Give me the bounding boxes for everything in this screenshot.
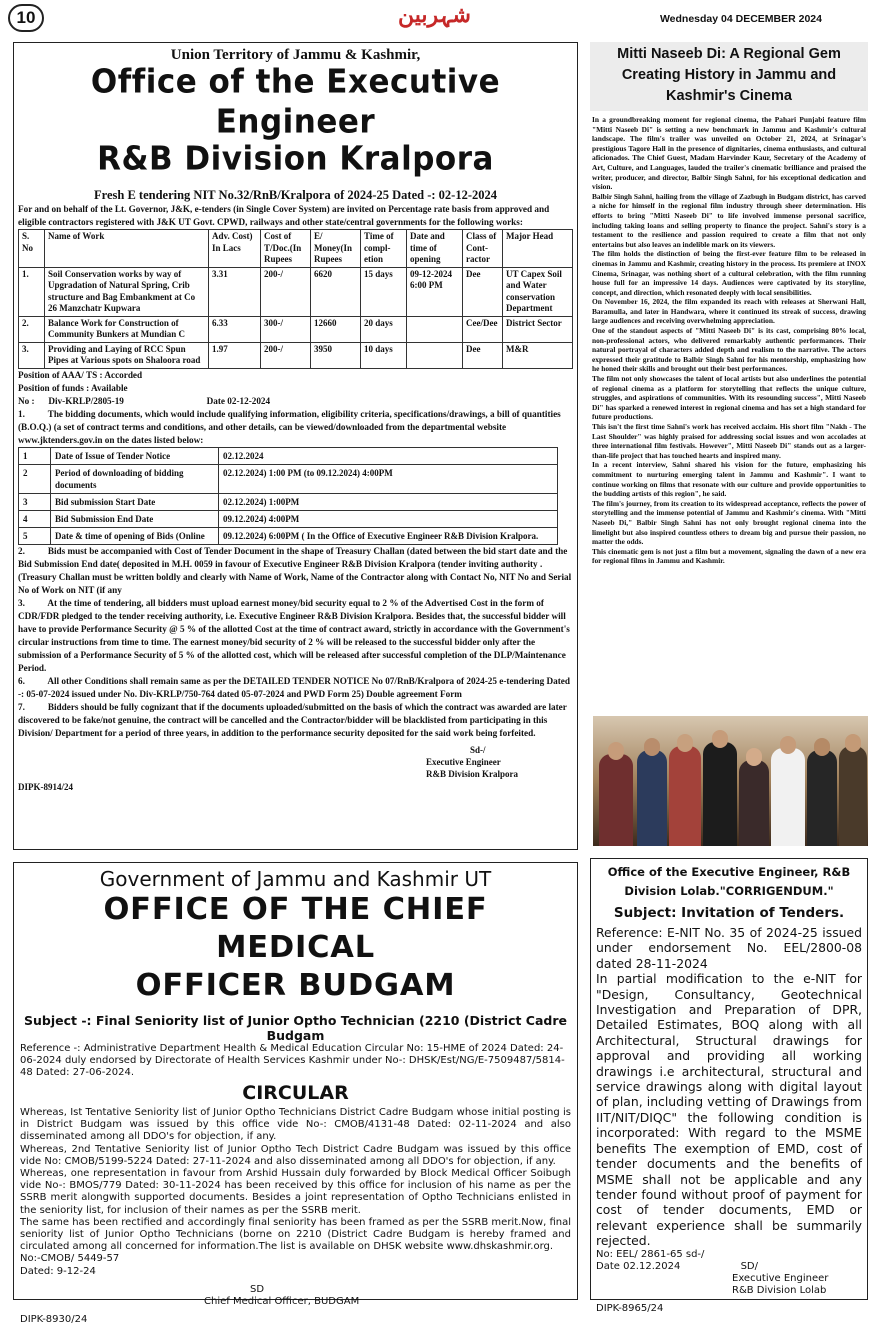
cell: 5 xyxy=(19,527,51,544)
cell: 10 days xyxy=(361,342,407,368)
col-header: Cost of T/Doc.(In Rupees xyxy=(261,230,311,268)
cmo-budgam-notice xyxy=(13,862,578,1326)
cell: Soil Conservation works by way of Upgradation of Natural Spring, Crib structure and Bag Embankment at Co 26 Manzchatr Kupwara xyxy=(45,267,209,316)
dipk-number: DIPK-8914/24 xyxy=(18,781,73,792)
table-row xyxy=(19,267,573,316)
table-row xyxy=(19,447,558,464)
article-paragraph: On November 16, 2024, the film expanded its reach with releases at Sherwani Hall, Baramulla, and later in Handwara, where it continued its streak of success, drawing large audiences and receiving overwhelming appreciation. xyxy=(592,297,866,326)
office-title-line2: R&B Division Kralpora xyxy=(97,140,494,178)
circular-heading: CIRCULAR xyxy=(242,1082,349,1104)
position-funds: Position of funds : Available xyxy=(18,382,128,393)
article-photo xyxy=(593,716,868,846)
logo-text: شہربین xyxy=(398,2,471,28)
cell: Bid submission Start Date xyxy=(51,493,219,510)
signature-title: Executive Engineer xyxy=(732,1272,829,1284)
cell: 6620 xyxy=(311,267,361,316)
issue-date: Wednesday 04 DECEMBER 2024 xyxy=(659,13,822,25)
dipk-number: DIPK-8930/24 xyxy=(20,1314,88,1326)
cell: 09-12-2024 6:00 PM xyxy=(407,267,463,316)
cell: 15 days xyxy=(361,267,407,316)
masthead xyxy=(0,0,874,38)
intro-text: For and on behalf of the Lt. Governor, J&K, e-tenders (in Single Cover System) are invited on Percentage rate basis from approved and eligible contractors registered with J&K UT Govt. CPWD, railways and other state/central governments for the following works: xyxy=(18,204,550,227)
col-header: Class of Cont-ractor xyxy=(463,230,503,268)
table-row xyxy=(19,464,558,493)
cell: UT Capex Soil and Water conservation Department xyxy=(503,267,573,316)
corrigendum-body: In partial modification to the e-NIT for "Design, Consultancy, Geotechnical Investigation and Preparation of DPR, Detailed Estimates, BOQ along with all Architectural, Structural drawings for approval and providing all working drawings i.e architectural, structural and service drawings along with digital layout of plan, including vetting of Drawings from IIT/NIT/DIQC" the following condition is incorporated: With regard to the MSME benefits The exemption of EMD, cost of tender documents and the benefits of MSME shall not be applicable and any tender found without proof of payment for cost of tender documents, EMD or relevant experience shall be summarily rejected. xyxy=(596,971,862,1249)
cell: 1.97 xyxy=(209,342,261,368)
cell: 200-/ xyxy=(261,267,311,316)
table-row xyxy=(19,493,558,510)
col-header: S. No xyxy=(19,230,45,268)
office-title-line2: OFFICER BUDGAM xyxy=(135,968,456,1003)
signature-title: Chief Medical Officer, BUDGAM xyxy=(204,1296,360,1308)
table-row xyxy=(19,510,558,527)
article-paragraph: In a groundbreaking moment for regional cinema, the Pahari Punjabi feature film "Mitti Naseeb Di" is setting a new benchmark in Jammu and Kashmir's cultural landscape. The film's trailer was unveiled on October 21, 2024, at Srinagar's prestigious Tagore Hall in the presence of dignitaries, cinema enthusiasts, and cultural aficionados. The Chief Guest, Madam Harvinder Kaur, Secretary of the Academy of Art, Culture, and Languages, lauded the trailer's cinematic brilliance and praised the writer, producer, and director, Balbir Singh Sahni, for his exceptional dedication and vision. xyxy=(592,115,866,192)
signature-title: Executive Engineer xyxy=(426,756,501,767)
corrigendum-lolab xyxy=(590,858,868,1314)
order-number: No:-CMOB/ 5449-57 xyxy=(20,1253,120,1265)
cell: 3.31 xyxy=(209,267,261,316)
date-signature-row xyxy=(596,1261,862,1273)
order-date: Dated: 9-12-24 xyxy=(20,1265,96,1277)
col-header: Time of compl-etion xyxy=(361,230,407,268)
cell: 3950 xyxy=(311,342,361,368)
cell: 02.12.2024 xyxy=(219,447,558,464)
reference-text: Reference: E-NIT No. 35 of 2024-25 issued under endorsement No. EEL/2800-08 dated 28-11-2024 xyxy=(596,925,862,971)
cell: 2 xyxy=(19,464,51,493)
cell: 3 xyxy=(19,493,51,510)
cell: Dee xyxy=(463,267,503,316)
article-paragraph: The film's journey, from its creation to its widespread acceptance, reflects the power of storytelling and the immense potential of Jammu and Kashmir's cinema. With "Mitti Naseeb Di," Balbir Singh Sahni has not only brought regional cinema into the limelight but also inspired countless others to dream big and pursue their passion, no matter the odds. xyxy=(592,498,866,547)
reference-text: Reference -: Administrative Department Health & Medical Education Circular No: 15-HME of 2024 Dated: 24-06-2024 duly endorsed by Directorate of Health Services Kashmir under No-: DHSK/Est/NG/E-7509487/5814-48 Dated: 27-06-2024. xyxy=(20,1043,565,1078)
col-header: E/ Money(In Rupees xyxy=(311,230,361,268)
subject-line: Subject: Invitation of Tenders. xyxy=(613,905,845,921)
cell: 12660 xyxy=(311,316,361,342)
clause-3: 3. At the time of tendering, all bidders must upload earnest money/bid security equal to 2 % of the Advertised Cost in the form of CDR/FDR pledged to the tender receiving authority, i.e. Executive Engineer R&B Division Kralpora. Besides that, the successful bidder will have to provide Performance Security @ 5 % of the allotted Cost at the time of contract award, strictly in accordance with the Government's circular instructions from time to time. The earnest money/bid security of 2 % will be released to the successful bidder only after the submission of a Performance Security of 5 % of the allotted cost, which will be released after successful completion of the DLP/Maintenance Period. xyxy=(18,597,573,673)
dates-table xyxy=(18,447,558,545)
cell: Bid Submission End Date xyxy=(51,510,219,527)
clause-6: 6. All other Conditions shall remain same as per the DETAILED TENDER NOTICE No 07/RnB/Kralpora of 2024-25 e-tendering Dated -: 05-07-2024 issued under No. Div-KRLP/750-764 dated 05-07-2024 and PWD Form 25) Double agreement Form xyxy=(18,675,573,699)
reference-number: No : Div-KRLP/2805-19 Date 02-12-2024 xyxy=(18,395,271,406)
table-header-row xyxy=(19,230,573,268)
table-row xyxy=(19,527,558,544)
article-headline: Mitti Naseeb Di: A Regional Gem Creating History in Jammu and Kashmir's Cinema xyxy=(590,42,868,111)
col-header: Adv. Cost) In Lacs xyxy=(209,230,261,268)
article-paragraph: The film not only showcases the talent of local artists but also underlines the potential of regional cinema as a platform for storytelling that reflects the unique culture, struggles, and aspirations of communities. With its resounding success", Mitti Naseeb Di" has sparked a renewed interest in regional cinema and has set a high standard for future productions. xyxy=(592,374,866,422)
newspaper-logo xyxy=(398,2,471,28)
article-paragraph: In a recent interview, Sahni shared his vision for the future, emphasizing his commitment to nurturing emerging talent in Jammu and Kashmir". I want to continue working on films that resonate with our culture and provide opportunities to the budding artists of this region", he said. xyxy=(592,460,866,499)
position-aaa: Position of AAA/ TS : Accorded xyxy=(18,369,143,380)
circular-paragraph: The same has been rectified and accordingly final seniority has been framed as per the SSRB merit.Now, final seniority list of Junior Optho Technicians (borne on 2210 (District Cadre Budgam is hereby framed and circulated among all concerned for information.The list is available on DHSK website www.dhskashmir.org. xyxy=(20,1216,571,1253)
cell: Providing and Laying of RCC Spun Pipes at Various spots on Shaloora road xyxy=(45,342,209,368)
ut-heading: Union Territory of Jammu & Kashmir, xyxy=(170,47,421,63)
signature-sd: SD/ xyxy=(740,1260,758,1272)
cell: Date & time of opening of Bids (Online xyxy=(51,527,219,544)
table-row xyxy=(19,316,573,342)
col-header: Major Head xyxy=(503,230,573,268)
signature-division: R&B Division Lolab xyxy=(732,1284,827,1296)
cell: 02.12.2024) 1:00PM xyxy=(219,493,558,510)
circular-paragraph: Whereas, 2nd Tentative Seniority list of Junior Optho Tech District Cadre Budgam was issued by this office vide No: CMOB/5199-5224 Dated: 27-11-2024 and also disseminated among all DDO's for objection, if any. xyxy=(20,1143,571,1167)
cell: 3. xyxy=(19,342,45,368)
article-paragraph: This isn't the first time Sahni's work has received acclaim. His short film "Nakh - The Last Shoulder" was highly praised for addressing social issues and won accolades at three international film festivals. However", Mitti Naseeb Di" stands out as a larger-than-life project that has touched hearts and inspired many. xyxy=(592,422,866,460)
table-row xyxy=(19,342,573,368)
cell xyxy=(407,342,463,368)
cell: 02.12.2024) 1:00 PM (to 09.12.2024) 4:00PM xyxy=(219,464,558,493)
cell: 2. xyxy=(19,316,45,342)
cell: Date of Issue of Tender Notice xyxy=(51,447,219,464)
cell: District Sector xyxy=(503,316,573,342)
circular-paragraph: Whereas, one representation in favour from Arshid Hussain duly forwarded by Block Medical Officer Soibugh vide No-: BMOS/779 Dated: 30-11-2024 has been received by this office for inclusion of his name as per the SSRB merit alongwith supported documents. Besides a joint representation of Optho Technicians enlisted in the seniority list, for inclusion of their names as per the SSRB merit. xyxy=(20,1168,571,1216)
order-date: Date 02.12.2024 xyxy=(596,1260,681,1272)
dipk-number: DIPK-8965/24 xyxy=(596,1302,664,1314)
office-title: Office of the Executive Engineer, R&B Division Lolab."CORRIGENDUM." xyxy=(607,865,851,898)
signature-division: R&B Division Kralpora xyxy=(426,768,519,779)
cell: 09.12.2024) 6:00PM ( In the Office of Executive Engineer R&B Division Kralpora. xyxy=(219,527,558,544)
cell: Period of downloading of bidding documents xyxy=(51,464,219,493)
office-title-line1: OFFICE OF THE CHIEF MEDICAL xyxy=(103,892,488,965)
cell: 6.33 xyxy=(209,316,261,342)
subject-line: Subject -: Final Seniority list of Junior Optho Technician (2210 (District Cadre Budgam xyxy=(23,1013,568,1043)
col-header: Date and time of opening xyxy=(407,230,463,268)
nit-number: Fresh E tendering NIT No.32/RnB/Kralpora of 2024-25 Dated -: 02-12-2024 xyxy=(94,188,497,202)
cell: 4 xyxy=(19,510,51,527)
cell: 09.12.2024) 4:00PM xyxy=(219,510,558,527)
cell: Dee xyxy=(463,342,503,368)
cell: 200-/ xyxy=(261,342,311,368)
works-table xyxy=(18,229,573,369)
cell: 1. xyxy=(19,267,45,316)
cell: Cee/Dee xyxy=(463,316,503,342)
page-number: 10 xyxy=(8,4,44,32)
tender-notice-kralpora xyxy=(13,42,578,850)
cell: 300-/ xyxy=(261,316,311,342)
clause-7: 7. Bidders should be fully cognizant that if the documents uploaded/submitted on the basis of which the contract was awarded are later discovered to be fake/not genuine, the contract will be cancelled and the Contractor/bidder will be blacklisted from participating in this Division/ Department for a period of three years, in addition to the performance security deposited for the said work being forfeited. xyxy=(18,701,569,738)
signature-sd: Sd-/ xyxy=(470,744,486,755)
col-header: Name of Work xyxy=(45,230,209,268)
signature-sd: SD xyxy=(250,1283,265,1295)
order-number: No: EEL/ 2861-65 sd-/ xyxy=(596,1248,705,1260)
office-title-line1: Office of the Executive Engineer xyxy=(90,63,501,141)
cell: M&R xyxy=(503,342,573,368)
cell: 1 xyxy=(19,447,51,464)
article-body xyxy=(590,115,868,566)
cell: Balance Work for Construction of Community Bunkers at Mundian C xyxy=(45,316,209,342)
clause-2: 2. Bids must be accompanied with Cost of Tender Document in the shape of Treasury Challan (dated between the bid start date and the Bid Submission End date( deposited in M.H. 0059 in favour of Executive Engineer R&B Division Kralpora (tender inviting authority .(Treasury Challan must be written boldly and clearly with Name of Work, Name of the Contractor along with Contact No, NIT No and Serial No of Work on NIT (if any xyxy=(18,545,574,595)
article-paragraph: Balbir Singh Sahni, hailing from the village of Zazbugh in Budgam district, has carved a niche for himself in the regional film industry through sheer determination. His efforts to bring "Mitti Naseeb Di" to life involved immense personal sacrifice, including taking loans and selling property to finance the project. Sahni's story is a testament to the resilience and passion required to create a film that not only entertains but also leaves an indelible mark on its viewers. xyxy=(592,191,866,249)
circular-paragraph: Whereas, Ist Tentative Seniority list of Junior Optho Technicians District Cadre Budgam whose initial posting is in District Budgam was issued by this office vide No-: CMOB/4131-48 Dated: 02-11-2024 and also disseminated among all DDO's for objection, if any. xyxy=(20,1107,571,1143)
article-paragraph: One of the standout aspects of "Mitti Naseeb Di" is its cast, comprising 80% local, non-professional actors, who delivered remarkably authentic performances. Their natural portrayal of characters added depth and realism to the narrative. The actors expressed their gratitude to Balbir Singh Sahni for his mentorship, emphasizing how he honed their skills and brought out their best performances. xyxy=(592,326,866,374)
clause-1: 1. The bidding documents, which would include qualifying information, eligibility criteria, specifications/drawings, a bill of quantities (B.O.Q.) (a set of contract terms and conditions, and other details, can be viewed/downloaded from the departmental website www.jktenders.gov.in on the dates listed below: xyxy=(18,408,564,445)
cell: 20 days xyxy=(361,316,407,342)
article-paragraph: This cinematic gem is not just a film but a movement, signaling the dawn of a new era for regional films in Jammu and Kashmir. xyxy=(592,546,866,566)
gov-heading: Government of Jammu and Kashmir UT xyxy=(99,867,492,891)
article-paragraph: The film holds the distinction of being the first-ever feature film to be released in cinemas in Jammu and Kashmir, creating history in the process. Its premiere at INOX Cinema, Srinagar, was nothing short of a cultural celebration, with the film running house full for an impressive 14 days. Audiences were captivated by its storyline, concept, and direction, which resonated deeply with local sensibilities. xyxy=(592,249,866,297)
cell xyxy=(407,316,463,342)
